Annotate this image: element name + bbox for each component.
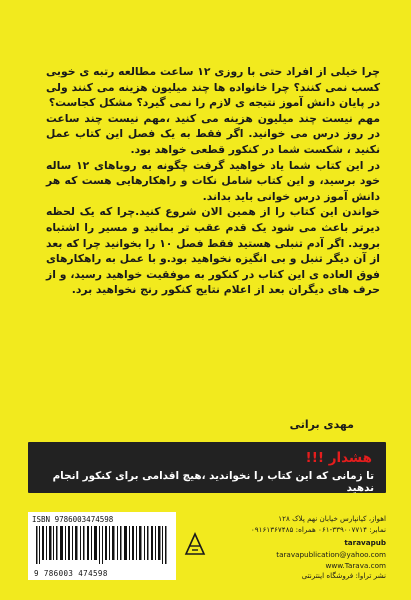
barcode-number: 9 786003 474598 [34, 569, 108, 578]
blurb-paragraph-1: چرا خیلی از افراد حتی با روزی ۱۲ ساعت مطالعه رتبه ی خوبی کسب نمی کنند؟ چرا خانواده ها چند میلیون هزینه می کنند ولی در پایان دانش آموز نتیجه ی لازم را نمی گیرد؟ مشکل کجاست؟ [46, 65, 381, 110]
barcode-panel [28, 512, 176, 580]
warning-title: هشدار !!! [305, 450, 372, 466]
blurb-paragraph-4: خواندن این کتاب را از همین الان شروع کنید.چرا که یک لحظه دیرتر باعث می شود یک قدم عقب تر بمانید و مسیر را اشتباه بروید. اگر آدم تنبلی هستید فقط فصل ۱۰ را بخوانید چرا که بعد از آن دیگر تنبل و بی انگیزه نخواهید بود.و با عمل به راهکارهای فوق العاده ی این کتاب در کنکور به موفقیت خواهید رسید، و از حرف های دیگران بعد از اعلام نتایج کنکور رنج نخواهید برد. [46, 205, 380, 297]
publisher-email: taravapublication@yahoo.com [276, 550, 386, 559]
author-name: مهدی براتی [289, 418, 354, 431]
publisher-info [180, 512, 386, 580]
blurb-paragraph-3: در این کتاب شما یاد خواهید گرفت چگونه به رویاهای ۱۲ ساله خود برسید، و این کتاب شامل نکات و راهکارهایی هست که هر دانش آموز درس خوانی باید بداند. [46, 158, 380, 203]
publisher-site: www.Tarava.com [325, 561, 386, 570]
barcode-icon [34, 526, 170, 564]
isbn-label: ISBN 9786003474598 [32, 515, 114, 524]
publisher-phones: نمابر: ۳۳۹۰۰۷۷۱۴-۰۶۱ همراه: ۰۹۱۶۱۳۶۷۴۸۵ [250, 525, 386, 534]
blurb-paragraph-2: مهم نیست چند میلیون هزینه می کنید ،مهم نیست چند ساعت در روز درس می خوانید. اگر فقط به یک فصل این کتاب عمل نکنید ، شکست شما در کنکور قطعی خواهد بود. [46, 111, 380, 156]
publisher-address: اهواز، کیانپارس خیابان نهم پلاک ۱۲۸ [278, 514, 386, 523]
warning-text: تا زمانی که این کتاب را نخواندید ،هیچ اقدامی برای کنکور انجام ندهید [52, 470, 374, 494]
warning-box [28, 442, 386, 493]
blurb-text [46, 64, 380, 298]
publisher-name-latin: taravapub [344, 538, 386, 547]
publisher-site-label: نشر تراوا: فروشگاه اینترنتی [301, 571, 386, 580]
publisher-logo-icon [184, 532, 206, 556]
